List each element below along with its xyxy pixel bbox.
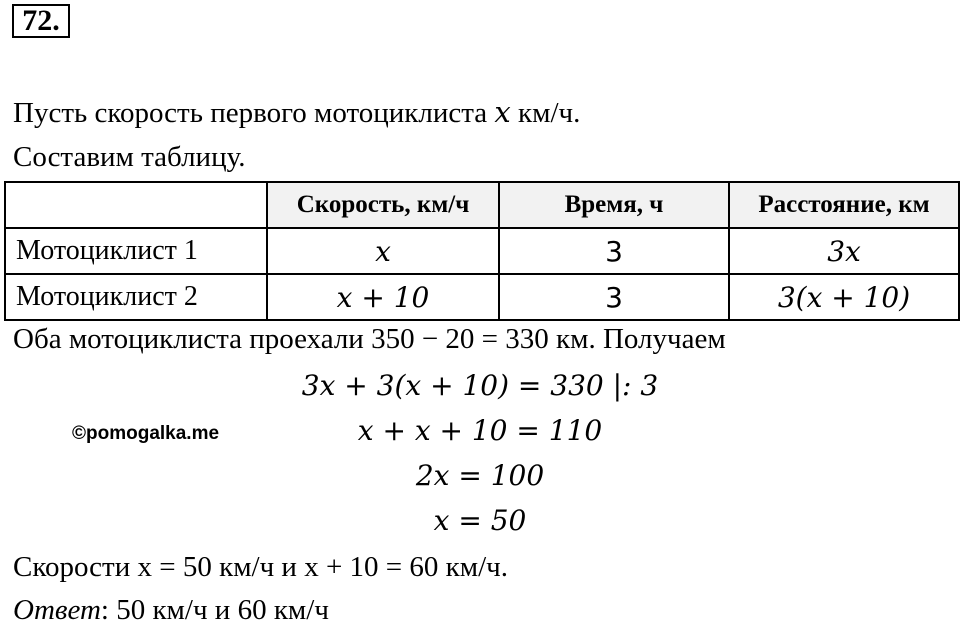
equation-2: x + x + 10 = 110 (357, 414, 603, 447)
table-cell-time: 3 (499, 274, 729, 320)
watermark: ©pomogalka.me (72, 423, 220, 444)
result-line: Скорости x = 50 км/ч и x + 10 = 60 км/ч. (13, 551, 508, 583)
intro-line-1 (13, 95, 580, 130)
answer-line (13, 593, 329, 627)
table-cell-distance: 3x (729, 228, 959, 274)
table-row (5, 274, 959, 320)
table-cell-speed: x (267, 228, 499, 274)
intro-line-1-prefix: Пусть скорость первого мотоциклиста (13, 97, 495, 129)
answer-label: Ответ (13, 594, 101, 626)
table-row (5, 228, 959, 274)
equation-1: 3x + 3(x + 10) = 330 |: 3 (301, 369, 659, 402)
table-header-speed: Скорость, км/ч (267, 182, 499, 228)
equation-3: 2x = 100 (415, 459, 545, 492)
table-header-time: Время, ч (499, 182, 729, 228)
table-cell-label: Мотоциклист 2 (5, 274, 267, 320)
equation-4: x = 50 (433, 504, 527, 537)
intro-line-1-suffix: км/ч. (510, 97, 581, 129)
task-number: 72. (12, 4, 70, 38)
table-header-row (5, 182, 959, 228)
table-cell-label: Мотоциклист 1 (5, 228, 267, 274)
intro-variable: x (494, 95, 511, 129)
data-table (4, 181, 960, 321)
table-cell-distance: 3(x + 10) (729, 274, 959, 320)
table-header-distance: Расстояние, км (729, 182, 959, 228)
table-cell-time: 3 (499, 228, 729, 274)
statement-line: Оба мотоциклиста проехали 350 − 20 = 330 км. Получаем (13, 323, 726, 355)
table-header-empty (5, 182, 267, 228)
answer-text: : 50 км/ч и 60 км/ч (100, 594, 329, 626)
table-cell-speed: x + 10 (267, 274, 499, 320)
intro-line-2: Составим таблицу. (13, 141, 246, 173)
